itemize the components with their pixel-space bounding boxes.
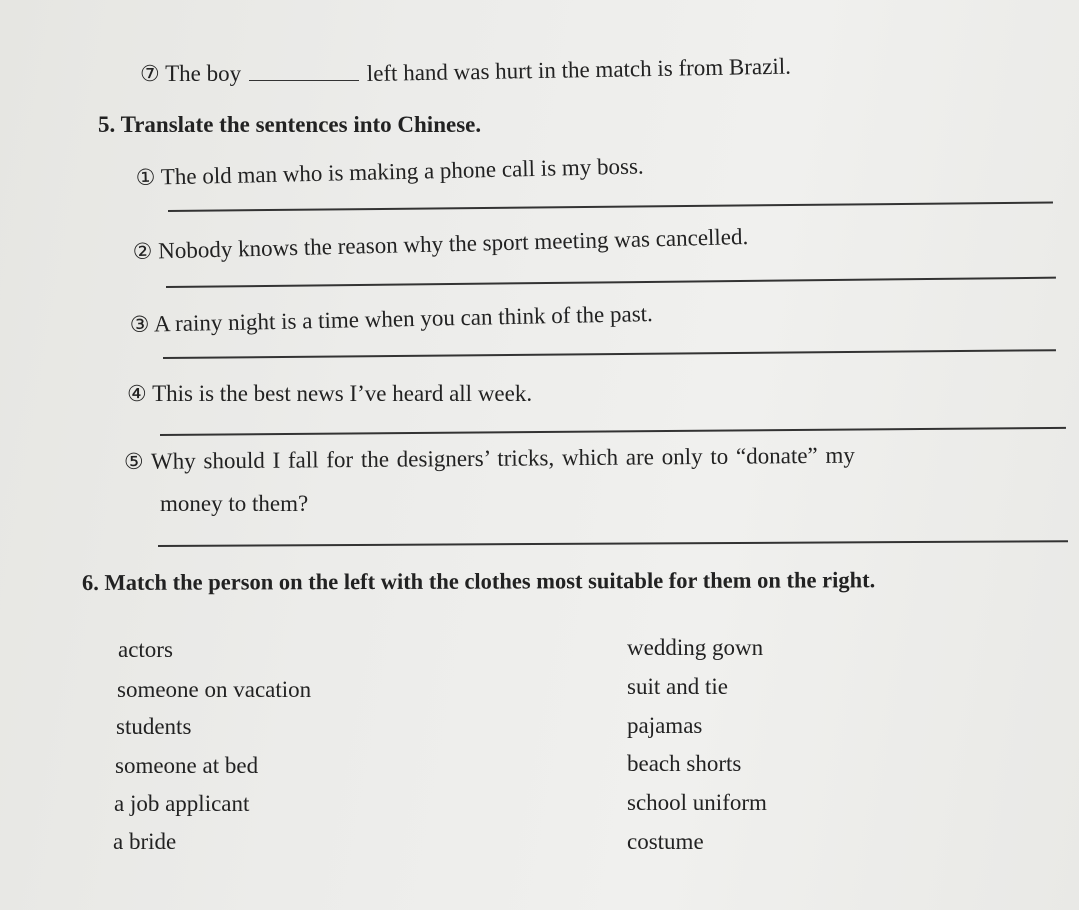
q7-text-after: left hand was hurt in the match is from Brazil.	[366, 53, 792, 86]
s5-item-5-continuation: money to them?	[160, 491, 309, 516]
s5-item-5-text: Why should I fall for the designers’ tricks, which are only to “donate” my	[150, 442, 855, 474]
s5-item-3-text: A rainy night is a time when you can think of the past.	[153, 301, 654, 337]
person-item[interactable]: a job applicant	[114, 791, 250, 816]
s5-item-2	[132, 225, 748, 263]
q7-line	[140, 53, 792, 86]
person-item[interactable]: actors	[118, 637, 173, 662]
s5-item-5	[124, 444, 855, 473]
s5-item-1-number: ①	[135, 164, 156, 190]
s5-answer-line-5[interactable]	[158, 540, 1068, 546]
q7-number: ⑦	[140, 61, 160, 86]
clothes-item[interactable]: suit and tie	[627, 674, 728, 699]
show-through-text	[720, 100, 730, 147]
q7-text-before: The boy	[165, 61, 242, 86]
clothes-item[interactable]: pajamas	[627, 713, 703, 738]
clothes-item[interactable]: costume	[627, 829, 704, 854]
s5-item-4-number: ④	[127, 381, 147, 406]
s5-item-2-number: ②	[132, 238, 153, 264]
person-item[interactable]: students	[116, 714, 192, 739]
person-item[interactable]: someone at bed	[115, 753, 259, 778]
clothes-item[interactable]: school uniform	[627, 790, 767, 815]
person-item[interactable]: someone on vacation	[117, 677, 312, 702]
s5-answer-line-2[interactable]	[166, 277, 1056, 288]
person-item[interactable]: a bride	[113, 829, 177, 854]
q7-blank[interactable]	[249, 62, 359, 81]
s5-answer-line-1[interactable]	[168, 202, 1053, 212]
clothes-item[interactable]: wedding gown	[627, 635, 764, 660]
section6-heading: 6. Match the person on the left with the clothes most suitable for them on the right.	[81, 567, 876, 595]
s5-item-3	[130, 302, 653, 336]
s5-item-5-number: ⑤	[123, 448, 144, 474]
s5-item-4	[127, 382, 532, 405]
s5-answer-line-3[interactable]	[163, 349, 1056, 358]
s5-answer-line-4[interactable]	[160, 427, 1066, 436]
s5-item-2-text: Nobody knows the reason why the sport meeting was cancelled.	[157, 223, 749, 264]
s5-item-1-text: The old man who is making a phone call is my boss.	[160, 153, 644, 190]
s5-item-3-number: ③	[129, 311, 150, 337]
s5-item-1	[135, 154, 643, 189]
s5-item-4-text: This is the best news I’ve heard all week.	[152, 381, 533, 406]
section5-heading: 5. Translate the sentences into Chinese.	[98, 112, 482, 137]
clothes-item[interactable]: beach shorts	[627, 751, 742, 776]
